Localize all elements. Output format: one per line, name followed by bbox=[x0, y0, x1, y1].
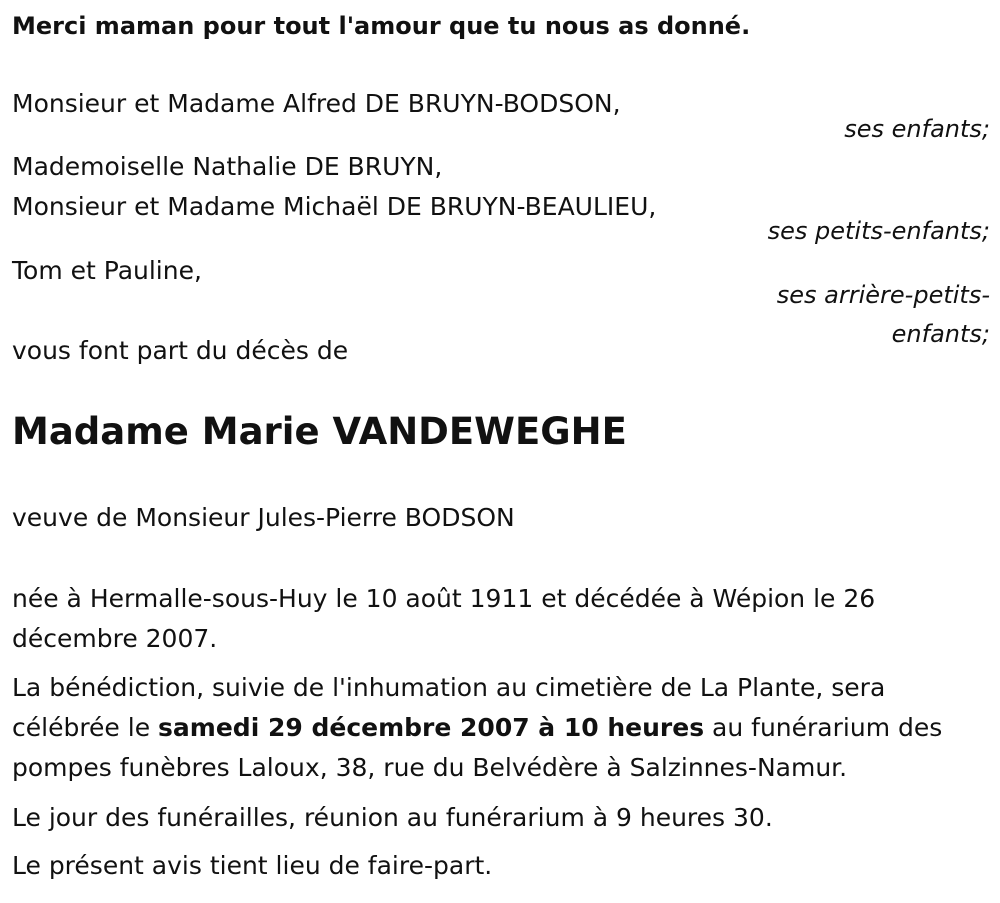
deceased-name: Madame Marie VANDEWEGHE bbox=[12, 410, 627, 453]
ceremony-text-end: au funérarium des pompes funèbres Laloux, 38, rue du Belvédère à Salzinnes-Namur. bbox=[12, 713, 943, 782]
great-grandchildren-name: Tom et Pauline, bbox=[12, 256, 202, 285]
grandchild-name: Monsieur et Madame Michaël DE BRUYN-BEAULIEU, bbox=[12, 192, 657, 221]
announcement-line: vous font part du décès de bbox=[12, 336, 349, 365]
ceremony-date-time: samedi 29 décembre 2007 à 10 heures bbox=[158, 713, 705, 742]
children-role: ses enfants; bbox=[844, 115, 990, 143]
widow-of-line: veuve de Monsieur Jules-Pierre BODSON bbox=[12, 503, 515, 532]
gathering-line: Le jour des funérailles, réunion au funérarium à 9 heures 30. bbox=[12, 803, 773, 832]
dedication-line: Merci maman pour tout l'amour que tu nous as donné. bbox=[12, 12, 751, 40]
ceremony-text-start: La bénédiction, suivie de l'inhumation au cimetière de La Plante, sera célébrée le bbox=[12, 673, 886, 742]
children-name: Monsieur et Madame Alfred DE BRUYN-BODSON, bbox=[12, 89, 621, 118]
closing-line: Le présent avis tient lieu de faire-part. bbox=[12, 851, 493, 880]
great-grandchildren-role-line2: enfants; bbox=[891, 320, 990, 348]
grandchildren-role: ses petits-enfants; bbox=[767, 217, 990, 245]
birth-death-paragraph: née à Hermalle-sous-Huy le 10 août 1911 et décédée à Wépion le 26 décembre 2007. bbox=[12, 584, 876, 653]
grandchild-name: Mademoiselle Nathalie DE BRUYN, bbox=[12, 152, 443, 181]
great-grandchildren-role-line1: ses arrière-petits- bbox=[776, 281, 990, 309]
ceremony-paragraph bbox=[12, 668, 972, 788]
